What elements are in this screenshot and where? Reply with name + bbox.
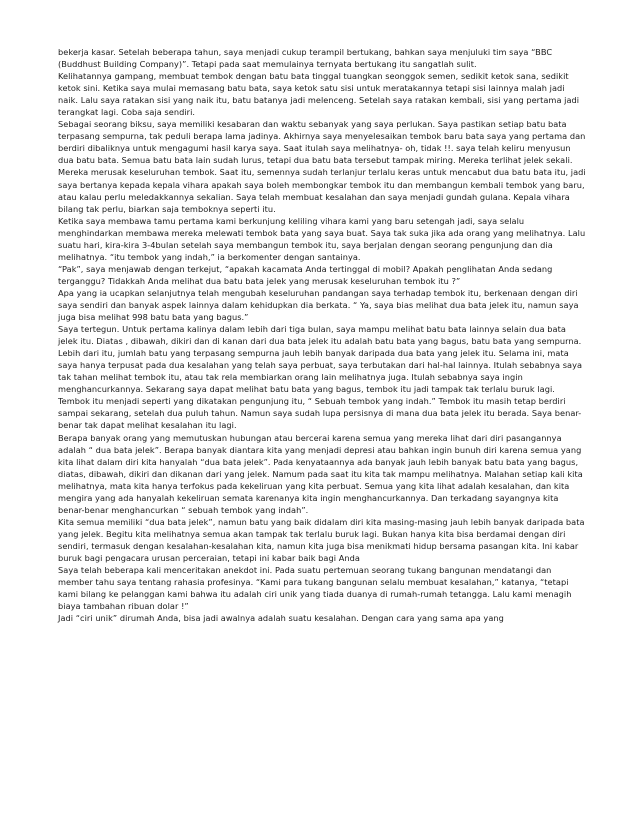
paragraph-8: Berapa banyak orang yang memutuskan hubungan atau bercerai karena semua yang mereka lihat dari diri pasangannya adalah “ dua bata jelek”. Berapa banyak diantara kita yang menjadi depresi atau bahkan ingin bunuh diri karena semua yang kita lihat dalam diri kita hanyalah “dua bata jelek”. Pada kenyataannya ada banyak jauh lebih banyak batu bata yang bagus, diatas, dibawah, dikiri dan dikanan dari yang jelek. Namum pada saat itu kita tak mampu melihatnya. Malahan setiap kali kita melihatnya, mata kita hanya terfokus pada kekeliruan yang kita perbuat. Semua yang kita lihat adalah kesalahan, dan kita mengira yang ada hanyalah kekeliruan semata karenanya kita ingin menghancurkannya. Dan terkadang sayangnya kita benar-benar menghancurkan “ sebuah tembok yang indah”. [58,432,583,515]
paragraph-2: Kelihatannya gampang, membuat tembok dengan batu bata tinggal tuangkan seonggok semen, sedikit ketok sana, sedikit ketok sini. Ketika saya mulai memasang batu bata, saya ketok satu sisi untuk meratakannya tetapi sisi lainnya malah jadi naik. Lalu saya ratakan sisi yang naik itu, batu batanya jadi melenceng. Setelah saya ratakan kembali, sisi yang pertama jadi terangkat lagi. Coba saja sendiri. [58,71,580,118]
document-page [58,46,586,624]
paragraph-7: Saya tertegun. Untuk pertama kalinya dalam lebih dari tiga bulan, saya mampu melihat batu bata lainnya selain dua bata jelek itu. Diatas , dibawah, dikiri dan di kanan dari dua bata jelek itu adalah batu bata yang bagus, batu bata yang sempurna. Lebih dari itu, jumlah batu yang terpasang sempurna jauh lebih banyak daripada dua bata yang jelek itu. Selama ini, mata saya hanya terpusat pada dua kesalahan yang telah saya perbuat, saya terbutakan dari hal-hal lainnya. Itulah sebabnya saya tak tahan melihat tembok itu, atau tak rela membiarkan orang lain melihatnya juga. Itulah sebabnya saya ingin menghancurkannya. Sekarang saya dapat melihat batu bata yang bagus, tembok itu jadi tampak tak terlalu buruk lagi. Tembok itu menjadi seperti yang dikatakan pengunjung itu, “ Sebuah tembok yang indah.” Tembok itu masih tetap berdiri sampai sekarang, setelah dua puluh tahun. Namun saya sudah lupa persisnya di mana dua bata jelek itu berada. Saya benar-benar tak dapat melihat kesalahan itu lagi. [58,324,583,431]
paragraph-9: Kita semua memiliki “dua bata jelek”, namun batu yang baik didalam diri kita masing-masing jauh lebih banyak daripada bata yang jelek. Begitu kita melihatnya semua akan tampak tak terlalu buruk lagi. Bukan hanya kita bisa berdamai dengan diri sendiri, termasuk dengan kesalahan-kesalahan kita, namun kita juga bisa menikmati hidup bersama pasangan kita. Ini kabar buruk bagi pengacara urusan perceraian, tetapi ini kabar baik bagi Anda [58,516,585,563]
paragraph-3: Sebagai seorang biksu, saya memiliki kesabaran dan waktu sebanyak yang saya perlukan. Saya pastikan setiap batu bata terpasang sempurna, tak peduli berapa lama jadinya. Akhirnya saya menyelesaikan tembok baru bata saya yang pertama dan berdiri dibaliknya untuk mengagumi hasil karya saya. Saat itulah saya melihatnya- oh, tidak !!. saya telah keliru menyusun dua batu bata. Semua batu bata lain sudah lurus, tetapi dua batu bata tersebut tampak miring. Mereka terlihat jelek sekali. Mereka merusak keseluruhan tembok. Saat itu, semennya sudah terlanjur terlalu keras untuk mencabut dua batu bata itu, jadi saya bertanya kepada kepala vihara apakah saya boleh membongkar tembok itu dan membangun kembali tembok yang baru, atau kalau perlu meledakkannya sekalian. Saya telah membuat kesalahan dan saya menjadi gundah gulana. Kepala vihara bilang tak perlu, biarkan saja temboknya seperti itu. [58,119,586,214]
paragraph-1: bekerja kasar. Setelah beberapa tahun, saya menjadi cukup terampil bertukang, bahkan saya menjuluki tim saya “BBC (Buddhust Building Company)”. Tetapi pada saat memulainya ternyata bertukang itu sangatlah sulit. [58,47,553,70]
paragraph-4: Ketika saya membawa tamu pertama kami berkunjung keliling vihara kami yang baru setengah jadi, saya selalu menghindarkan membawa mereka melewati tembok bata yang saya buat. Saya tak suka jika ada orang yang melihatnya. Lalu suatu hari, kira-kira 3-4bulan setelah saya membangun tembok itu, saya berjalan dengan seorang pengunjung dan dia melihatnya. “itu tembok yang indah,” ia berkomenter dengan santainya. [58,215,586,262]
paragraph-10: Saya telah beberapa kali menceritakan anekdot ini. Pada suatu pertemuan seorang tukang bangunan mendatangi dan member tahu saya tentang rahasia profesinya. “Kami para tukang bangunan selalu membuat kesalahan,” katanya, “tetapi kami bilang ke pelanggan kami bahwa itu adalah ciri unik yang tiada duanya di rumah-rumah tetangga. Lalu kami menagih biaya tambahan ribuan dolar !” [58,565,572,612]
paragraph-6: Apa yang ia ucapkan selanjutnya telah mengubah keseluruhan pandangan saya terhadap tembok itu, berkenaan dengan diri saya sendiri dan banyak aspek lainnya dalam kehidupkan dia berkata. “ Ya, saya bias melihat dua bata jelek itu, namun saya juga bisa melihat 998 batu bata yang bagus.” [58,287,579,323]
paragraph-11: Jadi “ciri unik” dirumah Anda, bisa jadi awalnya adalah suatu kesalahan. Dengan cara yang sama apa yang [58,613,504,624]
paragraph-5: “Pak”, saya menjawab dengan terkejut, “apakah kacamata Anda tertinggal di mobil? Apakah penglihatan Anda sedang terganggu? Tidakkah Anda melihat dua batu bata jelek yang merusak keseluruhan tembok itu ?” [58,263,553,286]
